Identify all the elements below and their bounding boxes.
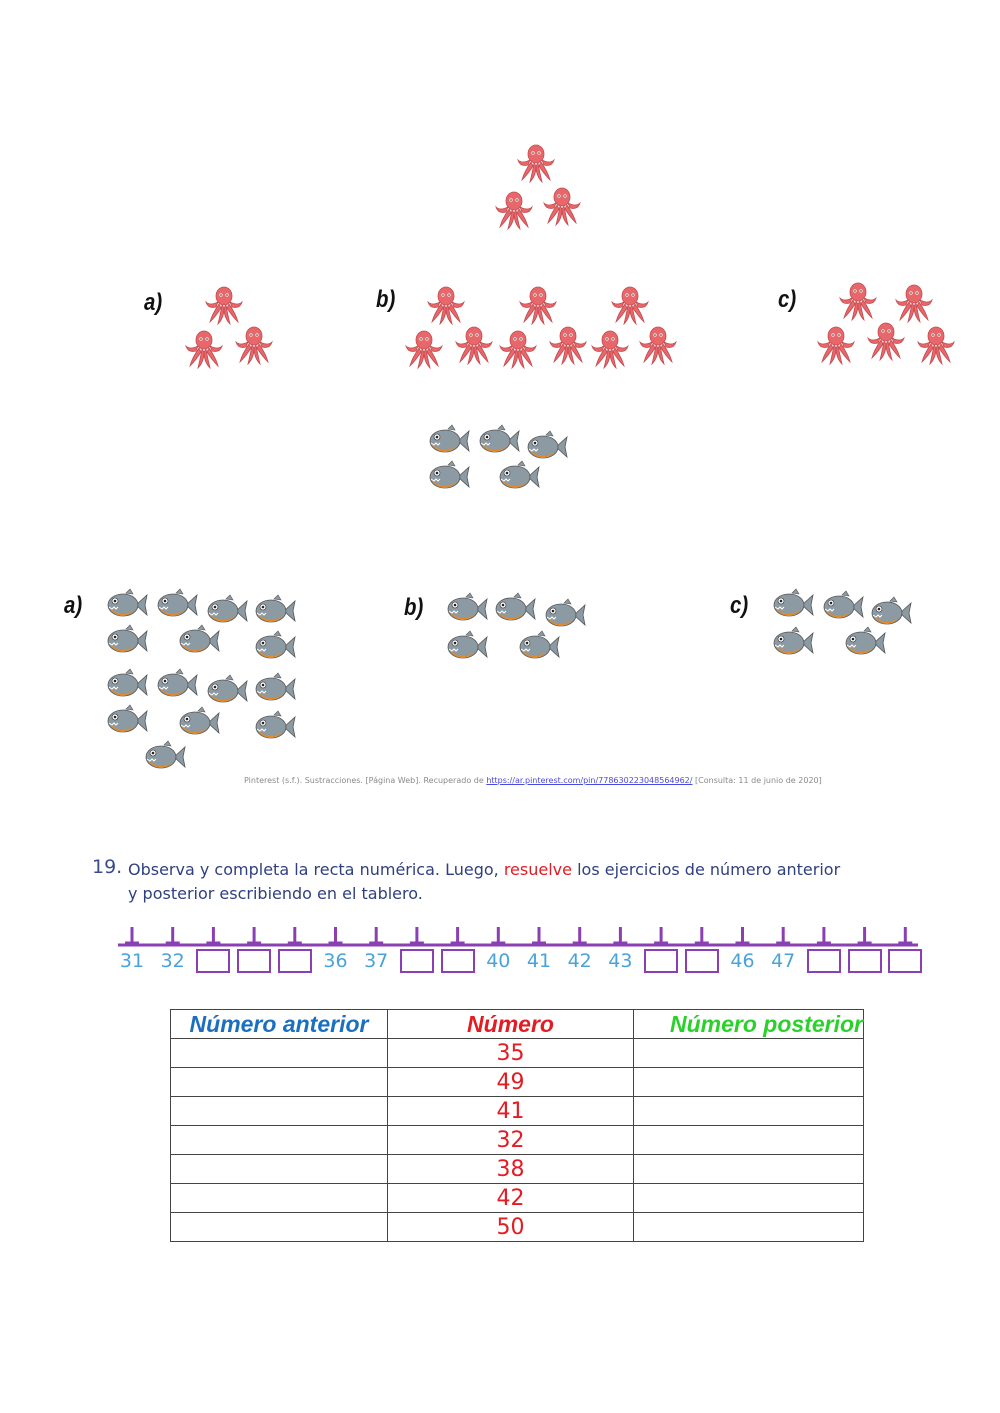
piranha-icon	[428, 460, 470, 494]
number-line-value: 36	[323, 950, 348, 972]
piranha-icon	[254, 672, 296, 706]
number-line-value: 47	[771, 950, 796, 972]
next-number-cell[interactable]	[634, 1184, 864, 1213]
octopus-icon	[814, 322, 858, 366]
next-number-cell[interactable]	[634, 1213, 864, 1242]
given-number-cell: 49	[388, 1068, 634, 1097]
table-row	[171, 1126, 864, 1155]
piranha-icon	[526, 430, 568, 464]
header-number: Número	[388, 1010, 634, 1039]
number-line-value: 31	[119, 950, 145, 972]
question-instructions	[128, 858, 908, 906]
option-b-label: b)	[376, 286, 396, 313]
citation-link[interactable]: https://ar.pinterest.com/pin/778630223048564962/	[486, 776, 693, 785]
piranha-icon	[844, 626, 886, 660]
piranha-icon	[206, 674, 248, 708]
piranha-icon	[478, 424, 520, 458]
fish-option-b-label: b)	[404, 594, 424, 621]
question-number: 19.	[92, 856, 123, 878]
citation-text: Pinterest (s.f.). Sustracciones. [Página Web]. Recuperado de	[244, 776, 484, 785]
number-line-blank-box[interactable]	[237, 949, 271, 973]
piranha-icon	[156, 668, 198, 702]
fish-option-a-label: a)	[64, 592, 83, 619]
table-row	[171, 1068, 864, 1097]
octopus-icon	[608, 282, 652, 326]
octopus-icon	[202, 282, 246, 326]
number-line-value: 43	[608, 950, 633, 972]
next-number-cell[interactable]	[634, 1155, 864, 1184]
previous-number-cell[interactable]	[171, 1184, 388, 1213]
piranha-icon	[254, 594, 296, 628]
number-line-value: 37	[364, 950, 389, 972]
number-line-blank-box[interactable]	[441, 949, 475, 973]
octopus-icon	[496, 326, 540, 370]
piranha-icon	[428, 424, 470, 458]
octopus-icon	[540, 183, 584, 227]
header-next: Número posterior	[634, 1010, 864, 1039]
previous-number-cell[interactable]	[171, 1097, 388, 1126]
number-line-blank-box[interactable]	[685, 949, 719, 973]
octopus-icon	[516, 282, 560, 326]
previous-number-cell[interactable]	[171, 1213, 388, 1242]
next-number-cell[interactable]	[634, 1126, 864, 1155]
octopus-icon	[424, 282, 468, 326]
octopus-icon	[546, 322, 590, 366]
table-row	[171, 1097, 864, 1126]
piranha-icon	[254, 630, 296, 664]
piranha-icon	[106, 668, 148, 702]
previous-number-cell[interactable]	[171, 1039, 388, 1068]
octopus-icon	[514, 140, 558, 184]
piranha-icon	[518, 630, 560, 664]
table-row	[171, 1184, 864, 1213]
octopus-icon	[492, 187, 536, 231]
octopus-icon	[232, 322, 276, 366]
table-row	[171, 1155, 864, 1184]
octopus-icon	[864, 318, 908, 362]
previous-number-cell[interactable]	[171, 1155, 388, 1184]
octopus-icon	[182, 326, 226, 370]
next-number-cell[interactable]	[634, 1068, 864, 1097]
question-text-line2: y posterior escribiendo en el tablero.	[128, 884, 423, 903]
piranha-icon	[822, 590, 864, 624]
piranha-icon	[106, 624, 148, 658]
piranha-icon	[106, 588, 148, 622]
number-line-blank-box[interactable]	[888, 949, 922, 973]
given-number-cell: 32	[388, 1126, 634, 1155]
octopus-icon	[402, 326, 446, 370]
number-line-value: 42	[567, 950, 592, 972]
piranha-icon	[772, 626, 814, 660]
option-c-label: c)	[778, 286, 797, 313]
question-text-end: los ejercicios de número anterior	[577, 860, 841, 879]
octopus-icon	[588, 326, 632, 370]
given-number-cell: 38	[388, 1155, 634, 1184]
number-line-blank-box[interactable]	[400, 949, 434, 973]
number-line-blank-box[interactable]	[848, 949, 882, 973]
predecessor-successor-table	[170, 1009, 864, 1242]
piranha-icon	[178, 706, 220, 740]
question-highlight: resuelve	[503, 860, 572, 879]
number-line-value: 41	[526, 950, 552, 972]
piranha-icon	[206, 594, 248, 628]
octopus-icon	[914, 322, 958, 366]
next-number-cell[interactable]	[634, 1097, 864, 1126]
previous-number-cell[interactable]	[171, 1126, 388, 1155]
table-row	[171, 1213, 864, 1242]
question-text-start: Observa y completa la recta numérica. Luego,	[128, 860, 499, 879]
piranha-icon	[254, 710, 296, 744]
number-line-value: 40	[486, 950, 511, 972]
next-number-cell[interactable]	[634, 1039, 864, 1068]
piranha-icon	[446, 630, 488, 664]
image-citation	[244, 776, 822, 785]
octopus-icon	[452, 322, 496, 366]
option-a-label: a)	[144, 289, 163, 316]
number-line-value: 46	[730, 950, 755, 972]
piranha-icon	[144, 740, 186, 774]
citation-suffix: [Consulta: 11 de junio de 2020]	[695, 776, 822, 785]
piranha-icon	[446, 592, 488, 626]
piranha-icon	[156, 588, 198, 622]
octopus-icon	[836, 278, 880, 322]
piranha-icon	[494, 592, 536, 626]
piranha-icon	[498, 460, 540, 494]
given-number-cell: 41	[388, 1097, 634, 1126]
header-previous: Número anterior	[171, 1010, 388, 1039]
number-line-value: 32	[160, 950, 185, 972]
given-number-cell: 35	[388, 1039, 634, 1068]
given-number-cell: 50	[388, 1213, 634, 1242]
piranha-icon	[544, 598, 586, 632]
table-row	[171, 1039, 864, 1068]
octopus-icon	[636, 322, 680, 366]
number-line-blank-box[interactable]	[196, 949, 230, 973]
piranha-icon	[106, 704, 148, 738]
number-line-blank-box[interactable]	[644, 949, 678, 973]
piranha-icon	[870, 596, 912, 630]
given-number-cell: 42	[388, 1184, 634, 1213]
piranha-icon	[178, 624, 220, 658]
piranha-icon	[772, 588, 814, 622]
fish-option-c-label: c)	[730, 592, 749, 619]
number-line-blank-box[interactable]	[278, 949, 312, 973]
number-line-blank-box[interactable]	[807, 949, 841, 973]
previous-number-cell[interactable]	[171, 1068, 388, 1097]
